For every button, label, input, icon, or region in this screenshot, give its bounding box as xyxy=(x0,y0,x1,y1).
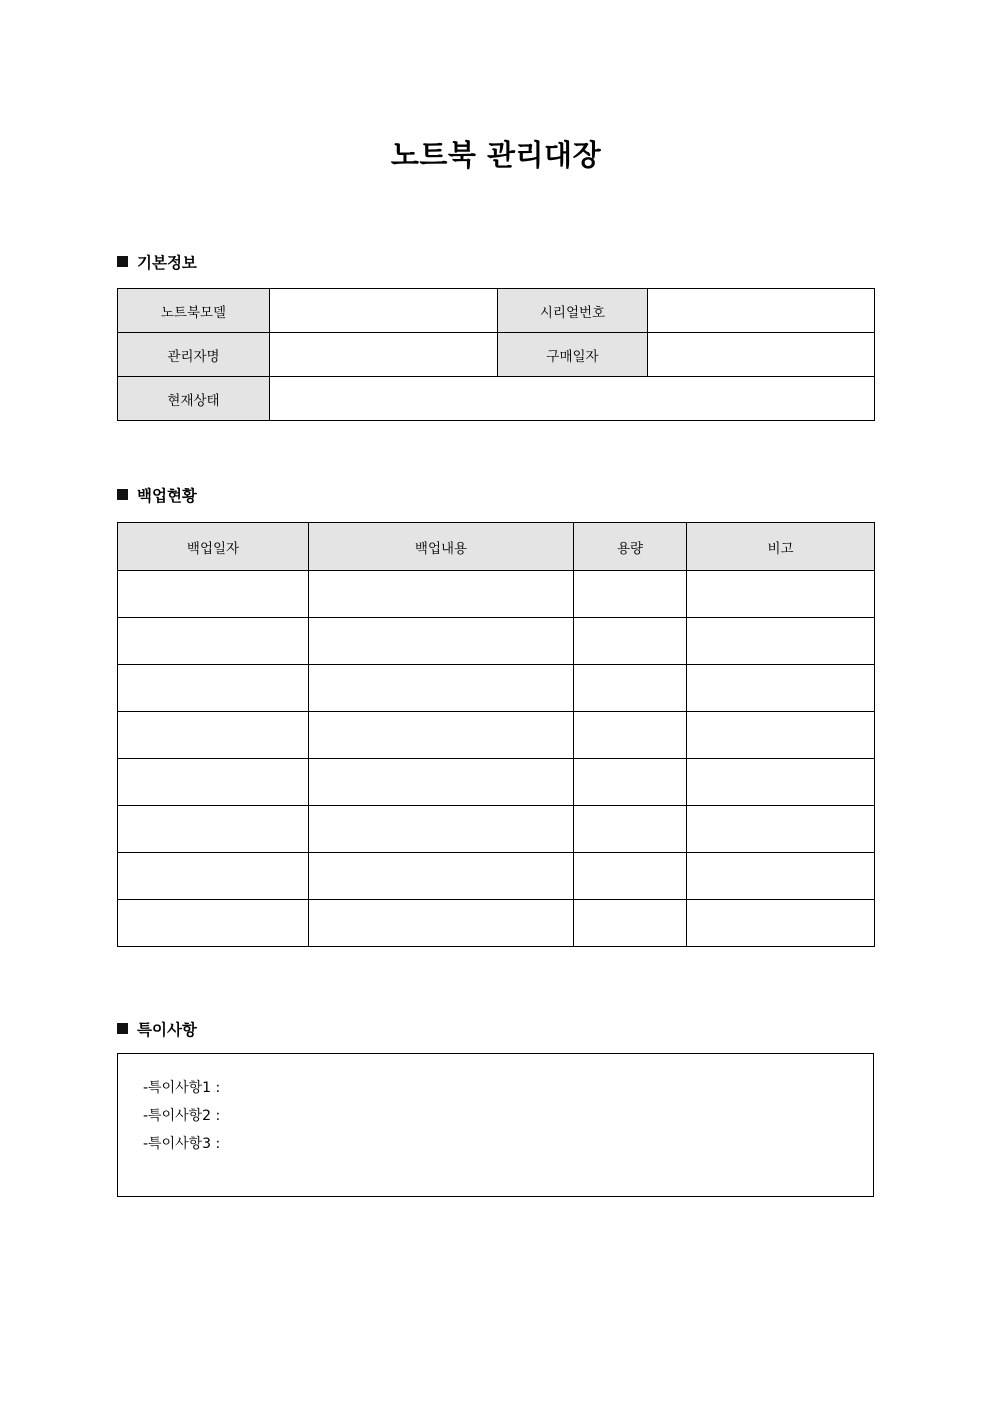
cell-backup-content[interactable] xyxy=(309,900,574,947)
cell-backup-date[interactable] xyxy=(118,853,309,900)
table-row xyxy=(118,853,875,900)
cell-capacity[interactable] xyxy=(574,665,687,712)
table-row xyxy=(118,759,875,806)
note-line-1[interactable]: -특이사항1 : xyxy=(143,1080,221,1096)
cell-backup-date[interactable] xyxy=(118,618,309,665)
cell-backup-content[interactable] xyxy=(309,853,574,900)
table-row xyxy=(118,289,875,333)
cell-remarks[interactable] xyxy=(687,900,875,947)
cell-remarks[interactable] xyxy=(687,806,875,853)
cell-remarks[interactable] xyxy=(687,665,875,712)
table-row xyxy=(118,571,875,618)
cell-backup-content[interactable] xyxy=(309,665,574,712)
cell-remarks[interactable] xyxy=(687,712,875,759)
section-heading-special-notes-label: 특이사항 xyxy=(137,1021,197,1039)
field-value-serial-number[interactable] xyxy=(648,289,875,333)
section-heading-basic-info-label: 기본정보 xyxy=(137,254,197,272)
cell-backup-date[interactable] xyxy=(118,806,309,853)
field-label-manager-name: 관리자명 xyxy=(118,333,270,377)
square-bullet-icon xyxy=(117,1023,128,1034)
cell-backup-content[interactable] xyxy=(309,618,574,665)
table-row xyxy=(118,806,875,853)
column-header-capacity: 용량 xyxy=(574,523,687,571)
cell-remarks[interactable] xyxy=(687,618,875,665)
column-header-backup-content: 백업내용 xyxy=(309,523,574,571)
cell-capacity[interactable] xyxy=(574,618,687,665)
square-bullet-icon xyxy=(117,256,128,267)
cell-backup-date[interactable] xyxy=(118,665,309,712)
section-heading-basic-info xyxy=(117,253,197,273)
field-value-manager-name[interactable] xyxy=(270,333,498,377)
column-header-backup-date: 백업일자 xyxy=(118,523,309,571)
table-header-row xyxy=(118,523,875,571)
section-heading-backup-status xyxy=(117,486,197,506)
field-value-current-status[interactable] xyxy=(270,377,875,421)
cell-backup-content[interactable] xyxy=(309,806,574,853)
field-label-laptop-model: 노트북모델 xyxy=(118,289,270,333)
section-heading-special-notes xyxy=(117,1020,197,1040)
cell-backup-date[interactable] xyxy=(118,759,309,806)
table-row xyxy=(118,333,875,377)
cell-capacity[interactable] xyxy=(574,853,687,900)
field-label-current-status: 현재상태 xyxy=(118,377,270,421)
cell-backup-content[interactable] xyxy=(309,712,574,759)
table-row xyxy=(118,900,875,947)
table-row xyxy=(118,665,875,712)
cell-remarks[interactable] xyxy=(687,853,875,900)
cell-backup-date[interactable] xyxy=(118,571,309,618)
special-notes-box[interactable] xyxy=(117,1053,874,1197)
square-bullet-icon xyxy=(117,489,128,500)
table-row xyxy=(118,377,875,421)
cell-backup-content[interactable] xyxy=(309,571,574,618)
backup-status-table xyxy=(117,522,875,947)
field-label-purchase-date: 구매일자 xyxy=(498,333,648,377)
cell-capacity[interactable] xyxy=(574,900,687,947)
cell-remarks[interactable] xyxy=(687,571,875,618)
cell-backup-date[interactable] xyxy=(118,712,309,759)
cell-capacity[interactable] xyxy=(574,571,687,618)
cell-capacity[interactable] xyxy=(574,806,687,853)
field-value-laptop-model[interactable] xyxy=(270,289,498,333)
column-header-remarks: 비고 xyxy=(687,523,875,571)
section-heading-backup-status-label: 백업현황 xyxy=(137,487,197,505)
cell-remarks[interactable] xyxy=(687,759,875,806)
cell-backup-date[interactable] xyxy=(118,900,309,947)
cell-backup-content[interactable] xyxy=(309,759,574,806)
table-row xyxy=(118,712,875,759)
field-label-serial-number: 시리얼번호 xyxy=(498,289,648,333)
field-value-purchase-date[interactable] xyxy=(648,333,875,377)
cell-capacity[interactable] xyxy=(574,759,687,806)
page-title: 노트북 관리대장 xyxy=(390,138,602,172)
cell-capacity[interactable] xyxy=(574,712,687,759)
note-line-2[interactable]: -특이사항2 : xyxy=(143,1108,221,1124)
note-line-3[interactable]: -특이사항3 : xyxy=(143,1136,221,1152)
table-row xyxy=(118,618,875,665)
basic-info-table xyxy=(117,288,875,421)
